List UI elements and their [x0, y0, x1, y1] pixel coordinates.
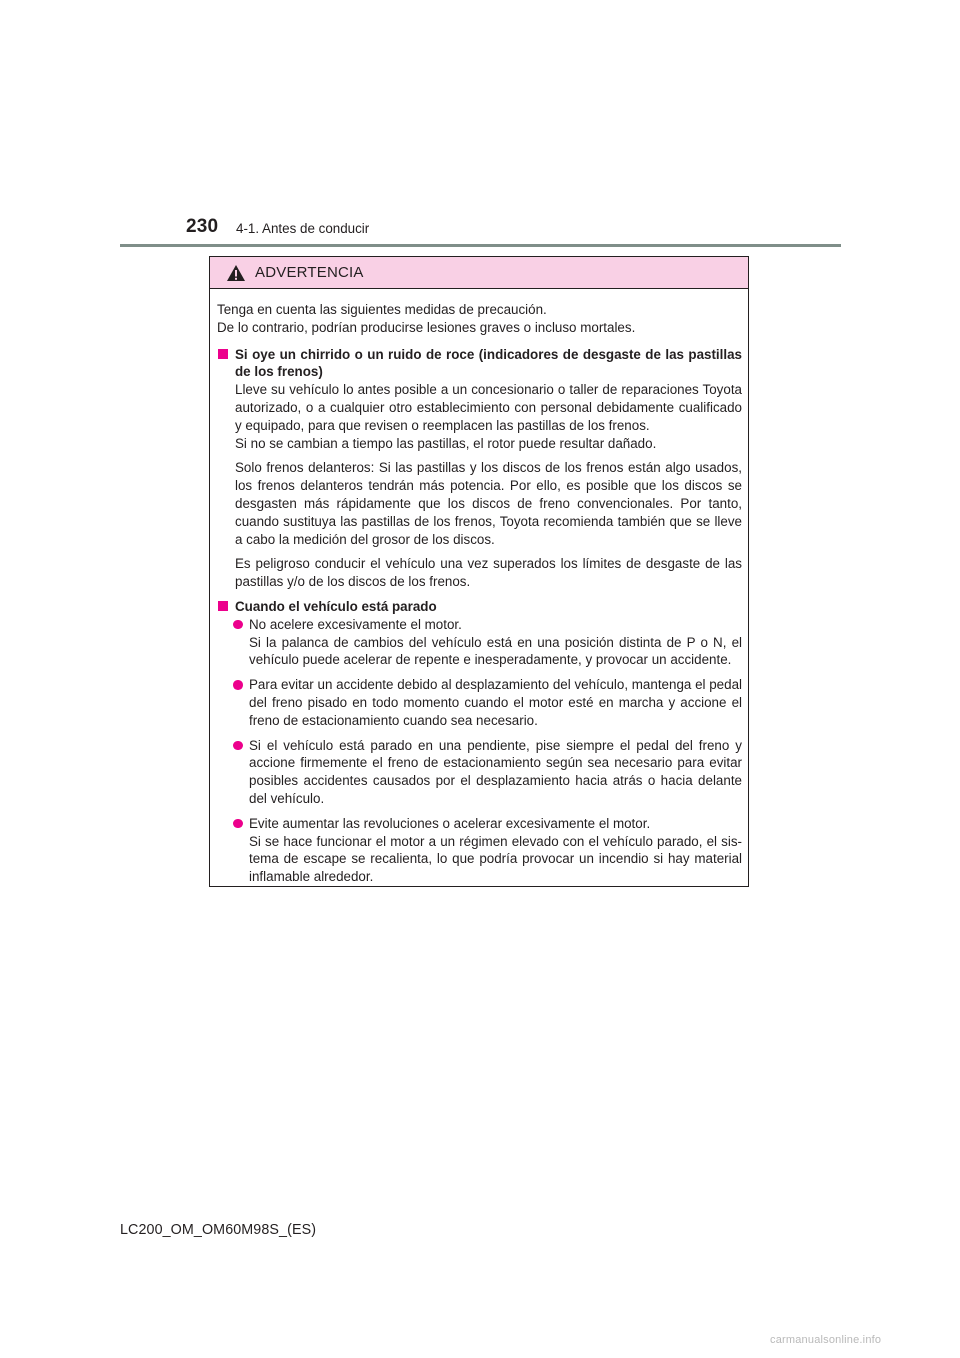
paragraph-text: Si no se cambian a tiempo las pastillas, el rotor puede resultar dañado.	[235, 435, 657, 451]
list-item	[217, 815, 742, 886]
warning-box	[209, 256, 749, 887]
list-item-text: Para evitar un accidente debido al desplazamiento del vehículo, mantenga el pedal del freno pisado en todo momento cuando el motor esté en marcha y accione el freno de estacionamiento cuando sea necesario.	[249, 677, 742, 728]
section-heading	[217, 598, 742, 616]
section-heading	[217, 346, 742, 382]
intro-line: Tenga en cuenta las siguientes medidas de precaución.	[217, 302, 547, 317]
heading-text: Si oye un chirrido o un ruido de roce (indicadores de desgaste de las pastillas de los frenos)	[235, 346, 742, 380]
warning-body	[210, 289, 748, 886]
list-item-text: Evite aumentar las revoluciones o acelerar excesivamente el motor.	[249, 815, 651, 831]
round-bullet-icon	[233, 741, 243, 751]
page-number: 230	[186, 216, 219, 237]
round-bullet-icon	[233, 620, 243, 630]
list-item-text: Si el vehículo está parado en una pendiente, pise siempre el pedal del freno y accione firmemente el freno de estacionamiento según sea necesario para evitar posibles accidentes causados por el desplazamiento hacia atrás o hacia delante del vehículo.	[249, 737, 742, 806]
paragraph: Solo frenos delanteros: Si las pastillas y los discos de los frenos están algo usados, los frenos delanteros tendrán más potencia. Por ello, es posible que los discos se desgasten más rápidamente que los discos de freno convencionales. Por tanto, cuando sustituya las pastillas de los frenos, Toyota recomienda también que se lleve a cabo la medición del grosor de los discos.	[235, 460, 742, 547]
warning-header	[210, 257, 748, 289]
round-bullet-icon	[233, 680, 243, 690]
square-bullet-icon	[218, 601, 228, 611]
paragraph-text: Lleve su vehículo lo antes posible a un concesionario o taller de reparaciones Toyota autorizado, o a cualquier otro establecimiento con personal debidamente cualificado y equipado, para que revisen o reemplacen las pastillas de los frenos.	[235, 382, 742, 433]
document-code: LC200_OM_OM60M98S_(ES)	[120, 1222, 317, 1238]
round-bullet-icon	[233, 819, 243, 829]
square-bullet-icon	[218, 349, 228, 359]
paragraph	[217, 381, 742, 452]
intro-line: De lo contrario, podrían producirse lesiones graves o incluso mortales.	[217, 319, 636, 335]
warning-intro	[217, 301, 742, 337]
list-item	[217, 616, 742, 669]
warning-triangle-icon	[226, 264, 246, 282]
list-item-text: Si se hace funcionar el motor a un régimen elevado con el vehículo parado, el sis-tema de escape se recalienta, lo que podría provocar un incendio si hay material inflamable alrededor.	[249, 833, 742, 885]
header-rule	[120, 244, 841, 247]
list-item-text: No acelere excesivamente el motor.	[249, 616, 462, 632]
list-item-text: Si la palanca de cambios del vehículo está en una posición distinta de P o N, el vehículo puede acelerar de repente e inesperadamente, y provocar un accidente.	[249, 634, 742, 668]
heading-text: Cuando el vehículo está parado	[235, 598, 437, 614]
list-item	[217, 737, 742, 808]
watermark: carmanualsonline.info	[770, 1334, 882, 1346]
section-title: 4-1. Antes de conducir	[236, 221, 370, 236]
list-item	[217, 676, 742, 729]
paragraph: Es peligroso conducir el vehículo una vez superados los límites de desgaste de las pastillas y/o de los discos de los frenos.	[235, 556, 742, 590]
warning-title: ADVERTENCIA	[255, 264, 364, 281]
